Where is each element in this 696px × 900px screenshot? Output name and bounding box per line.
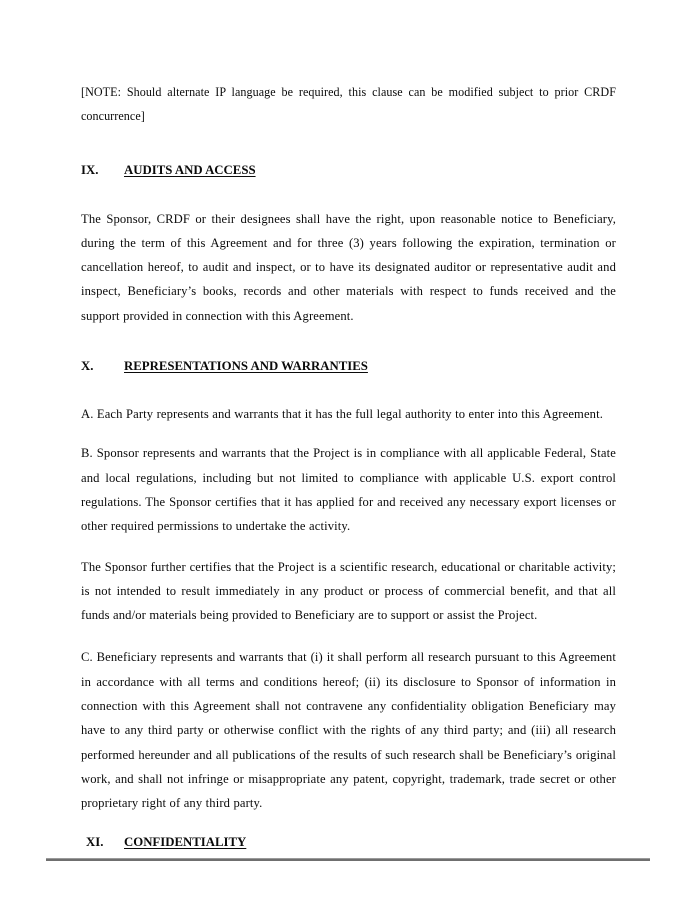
spacer	[81, 129, 616, 160]
audits-paragraph: The Sponsor, CRDF or their designees shall have the right, upon reasonable notice to Beneficiary, during the term of this Agreement and for three (3) years following the expiration, termination or cancellation hereof, to audit and inspect, or to have its designated auditor or representative audit and inspect, Beneficiary’s books, records and other materials with respect to funds received and the support provided in connection with this Agreement.	[81, 211, 616, 323]
footer-divider	[46, 858, 650, 861]
clause-b-paragraph: B. Sponsor represents and warrants that the Project is in compliance with all applicable Federal, State and local regulations, including but not limited to compliance with applicable U.S. export control regulations. The Sponsor certifies that it has applied for and received any necessary export licenses or other required permissions to undertake the activity.	[81, 446, 616, 534]
section-numeral: IX.	[81, 162, 99, 177]
note-paragraph: [NOTE: Should alternate IP language be required, this clause can be modified subject to prior CRDF concurrence]	[81, 85, 616, 124]
clause-c-paragraph: C. Beneficiary represents and warrants that (i) it shall perform all research pursuant to this Agreement in accordance with all terms and conditions hereof; (ii) its disclosure to Sponsor of information in connection with this Agreement shall not contravene any confidentiality obligation Beneficiary may have to any third party or otherwise conflict with the rights of any third party; and (iii) all research performed hereunder and all publications of the results of such research shall be Beneficiary’s original work, and shall not infringe or misappropriate any patent, copyright, trademark, trade secret or other proprietary right of any third party.	[81, 650, 616, 811]
spacer	[81, 539, 616, 555]
certification-paragraph: The Sponsor further certifies that the Project is a scientific research, educational or charitable activity; is not intended to result immediately in any product or process of commercial benefit, and that all funds and/or materials being provided to Beneficiary are to support or assist the Project.	[81, 559, 616, 623]
section-heading-xi	[81, 832, 616, 852]
section-title: AUDITS AND ACCESS	[124, 162, 256, 177]
section-numeral: XI.	[86, 834, 104, 849]
section-heading-x	[81, 356, 616, 376]
spacer	[81, 376, 616, 402]
clause-a-paragraph: A. Each Party represents and warrants that it has the full legal authority to enter into this Agreement.	[81, 407, 603, 422]
spacer	[81, 180, 616, 207]
spacer	[81, 627, 616, 645]
section-heading-ix	[81, 160, 616, 180]
spacer	[81, 426, 616, 441]
section-title: REPRESENTATIONS AND WARRANTIES	[124, 359, 368, 374]
spacer	[81, 816, 616, 832]
section-title: CONFIDENTIALITY	[124, 834, 247, 849]
section-numeral: X.	[81, 359, 94, 374]
spacer	[81, 328, 616, 356]
document-body	[81, 80, 616, 852]
